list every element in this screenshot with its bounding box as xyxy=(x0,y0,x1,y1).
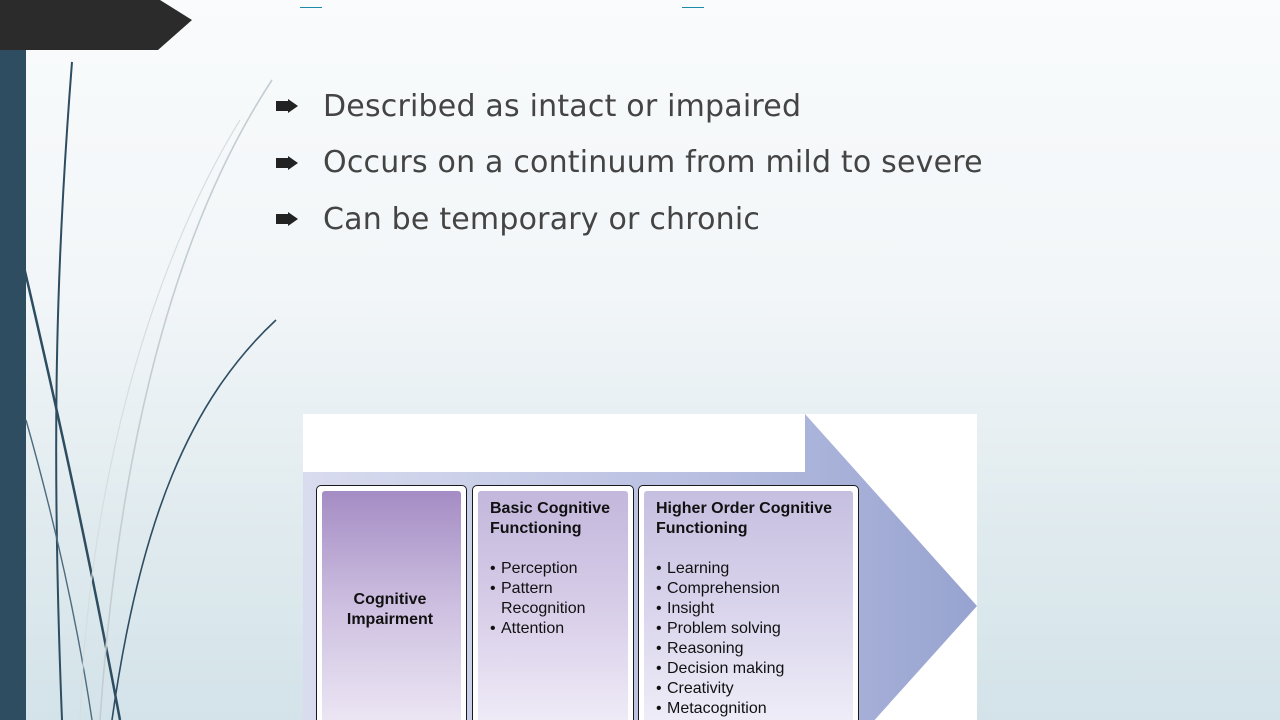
list-item: • Decision making xyxy=(656,659,846,679)
decorative-swoosh-lines xyxy=(0,0,300,720)
bullet-item xyxy=(276,143,983,183)
card-basic-cognitive-functioning xyxy=(472,485,634,720)
card-cognitive-impairment xyxy=(316,485,467,720)
bullet-text: Can be temporary or chronic xyxy=(323,201,761,237)
list-item: • Comprehension xyxy=(656,579,846,599)
card-title: Cognitive Impairment xyxy=(346,591,434,628)
arrow-bullet-icon xyxy=(276,212,298,226)
list-item: • Learning xyxy=(656,559,846,579)
list-item: • Problem solving xyxy=(656,619,846,639)
title-tab-shape xyxy=(0,0,192,50)
bullet-item xyxy=(276,86,983,126)
card-higher-order-cognitive-functioning xyxy=(638,485,859,720)
list-item: • Pattern Recognition xyxy=(490,579,615,619)
arrow-bullet-icon xyxy=(276,99,298,113)
list-item: • Attention xyxy=(490,619,615,639)
card-title: Basic Cognitive Functioning xyxy=(490,500,611,537)
list-item: • Insight xyxy=(656,599,846,619)
slide-bullet-list xyxy=(276,86,983,256)
list-item: • Reasoning xyxy=(656,639,846,659)
card-item-list xyxy=(490,559,615,639)
list-item: • Perception xyxy=(490,559,615,579)
card-title: Higher Order Cognitive Functioning xyxy=(656,500,833,537)
bullet-item xyxy=(276,199,983,239)
card-item-list xyxy=(656,559,846,719)
list-item: • Creativity xyxy=(656,679,846,699)
list-item: • Metacognition xyxy=(656,699,846,719)
left-sidebar-bar xyxy=(0,0,26,720)
bullet-text: Described as intact or impaired xyxy=(323,88,802,124)
slide-title-cutoff xyxy=(300,0,1064,8)
cognitive-functioning-diagram xyxy=(303,414,977,720)
arrow-bullet-icon xyxy=(276,156,298,170)
bullet-text: Occurs on a continuum from mild to severe xyxy=(323,145,983,180)
